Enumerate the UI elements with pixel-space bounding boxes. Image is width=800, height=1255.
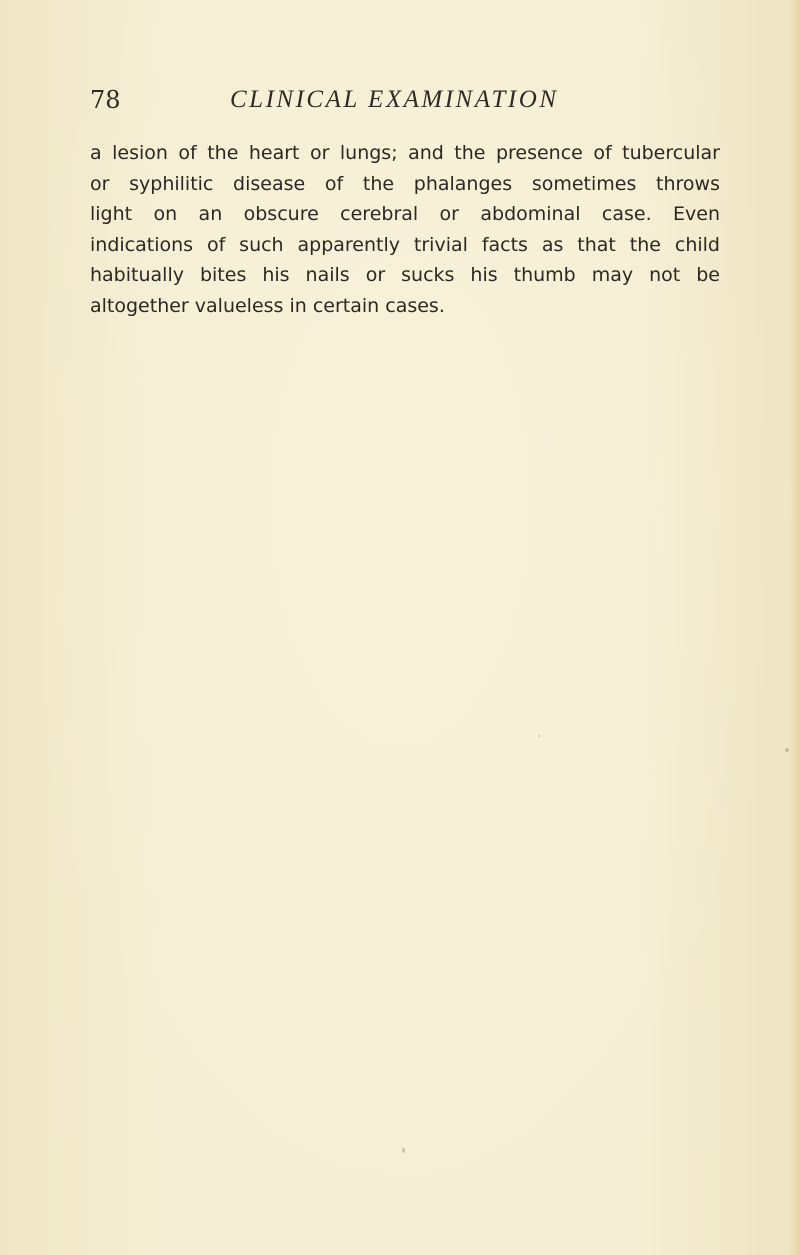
text-line: habitually bites his nails or sucks his thumb may not be bbox=[90, 264, 720, 286]
running-title: CLINICAL EXAMINATION bbox=[230, 86, 559, 113]
page-number: 78 bbox=[90, 86, 121, 114]
paper-speck bbox=[785, 748, 789, 752]
text-line: indications of such apparently trivial facts as that the child bbox=[90, 233, 720, 256]
text-line: altogether valueless in certain cases. bbox=[90, 294, 445, 317]
text-line: or syphilitic disease of the phalanges sometimes throws bbox=[90, 172, 720, 195]
paper-speck bbox=[538, 735, 540, 737]
page-edge-shadow bbox=[790, 0, 800, 1255]
running-header bbox=[90, 80, 710, 120]
text-line: light on an obscure cerebral or abdominal case. Even bbox=[90, 203, 720, 225]
text-line: a lesion of the heart or lungs; and the presence of tubercular bbox=[90, 142, 720, 164]
paper-speck bbox=[402, 1148, 405, 1153]
body-paragraph bbox=[90, 138, 720, 321]
